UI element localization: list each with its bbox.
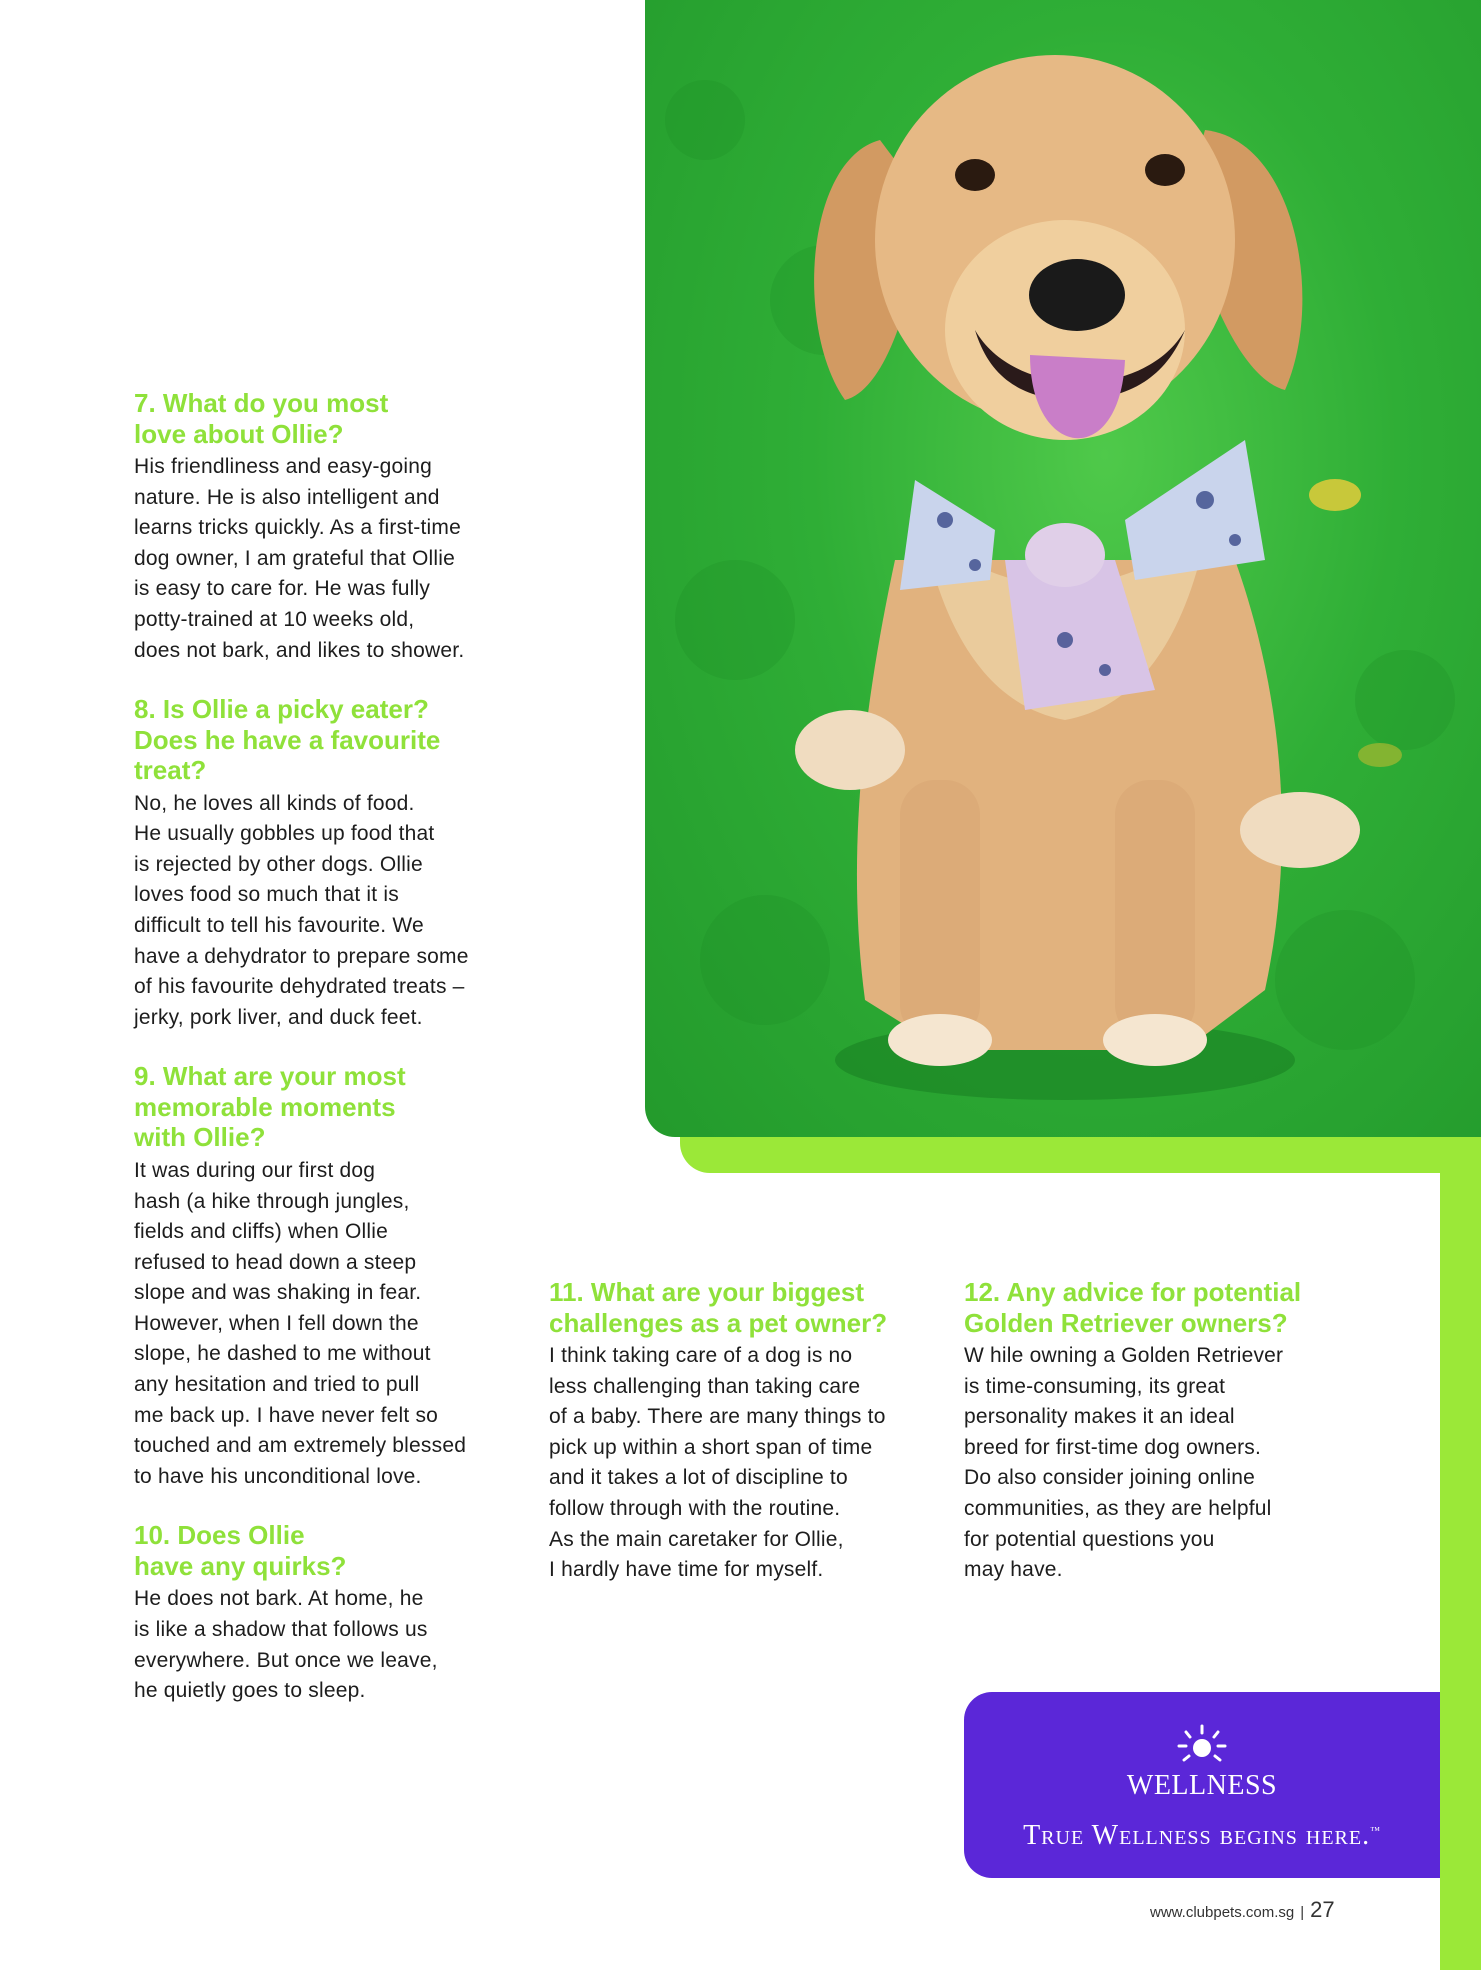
qa-item-9 [134, 1061, 534, 1492]
answer-12: W hile owning a Golden Retriever is time-consuming, its great personality makes it an ideal breed for first-time dog owners. Do also consider joining online communities, as they are helpful for potential questions you may have. [964, 1344, 1284, 1582]
answer-11: I think taking care of a dog is no less challenging than taking care of a baby. There are many things to pick up within a short span of time and it takes a lot of discipline to follow through with the routine. As the main caretaker for Ollie, I hardly have time for myself. [549, 1344, 886, 1582]
middle-column [549, 1277, 949, 1614]
question-9: 9. What are your most memorable moments with Ollie? [134, 1061, 406, 1153]
question-12: 12. Any advice for potential Golden Retriever owners? [964, 1277, 1302, 1338]
answer-8: No, he loves all kinds of food. He usually gobbles up food that is rejected by other dogs. Ollie loves food so much that it is difficult to tell his favourite. We have a dehydrator to prepare some of his favourite dehydrated treats – jerky, pork liver, and duck feet. [134, 791, 469, 1029]
left-column [134, 388, 534, 1735]
answer-10: He does not bark. At home, he is like a shadow that follows us everywhere. But once we leave, he quietly goes to sleep. [134, 1587, 438, 1703]
wellness-brand-name: WELLNESS [1126, 1770, 1278, 1801]
wellness-sun-logo-icon [1177, 1724, 1227, 1766]
question-8: 8. Is Ollie a picky eater? Does he have a favourite treat? [134, 694, 441, 786]
leaf [1309, 479, 1361, 511]
question-11: 11. What are your biggest challenges as a pet owner? [549, 1277, 888, 1338]
page-number: 27 [1310, 1897, 1335, 1922]
qa-item-8 [134, 694, 534, 1033]
qa-item-12 [964, 1277, 1364, 1586]
qa-item-11 [549, 1277, 949, 1586]
question-10: 10. Does Ollie have any quirks? [134, 1520, 347, 1581]
trademark-symbol: ™ [1370, 1825, 1381, 1837]
tagline-text: True Wellness begins here. [1023, 1820, 1371, 1851]
right-column [964, 1277, 1364, 1614]
question-7: 7. What do you most love about Ollie? [134, 388, 389, 449]
accent-bar-vertical [1440, 1173, 1481, 1970]
qa-item-10 [134, 1520, 534, 1706]
page-footer [1150, 1897, 1335, 1923]
answer-7: His friendliness and easy-going nature. He is also intelligent and learns tricks quickly. As a first-time dog owner, I am grateful that Ollie is easy to care for. He was fully potty-trained at 10 weeks old, does not bark, and likes to shower. [134, 455, 465, 662]
accent-bar-horizontal [680, 1137, 1481, 1173]
wellness-tagline [964, 1820, 1440, 1852]
footer-url[interactable]: www.clubpets.com.sg [1150, 1904, 1295, 1921]
wellness-ad-banner[interactable] [964, 1692, 1440, 1878]
footer-separator: | [1300, 1904, 1305, 1921]
dog-illustration [645, 0, 1481, 1137]
answer-9: It was during our first dog hash (a hike through jungles, fields and cliffs) when Ollie refused to head down a steep slope and was shaking in fear. However, when I fell down the slope, he dashed to me without any hesitation and tried to pull me back up. I have never felt so touched and am extremely blessed to have his unconditional love. [134, 1158, 467, 1488]
qa-item-7 [134, 388, 534, 666]
golden-retriever-photo [645, 0, 1481, 1137]
